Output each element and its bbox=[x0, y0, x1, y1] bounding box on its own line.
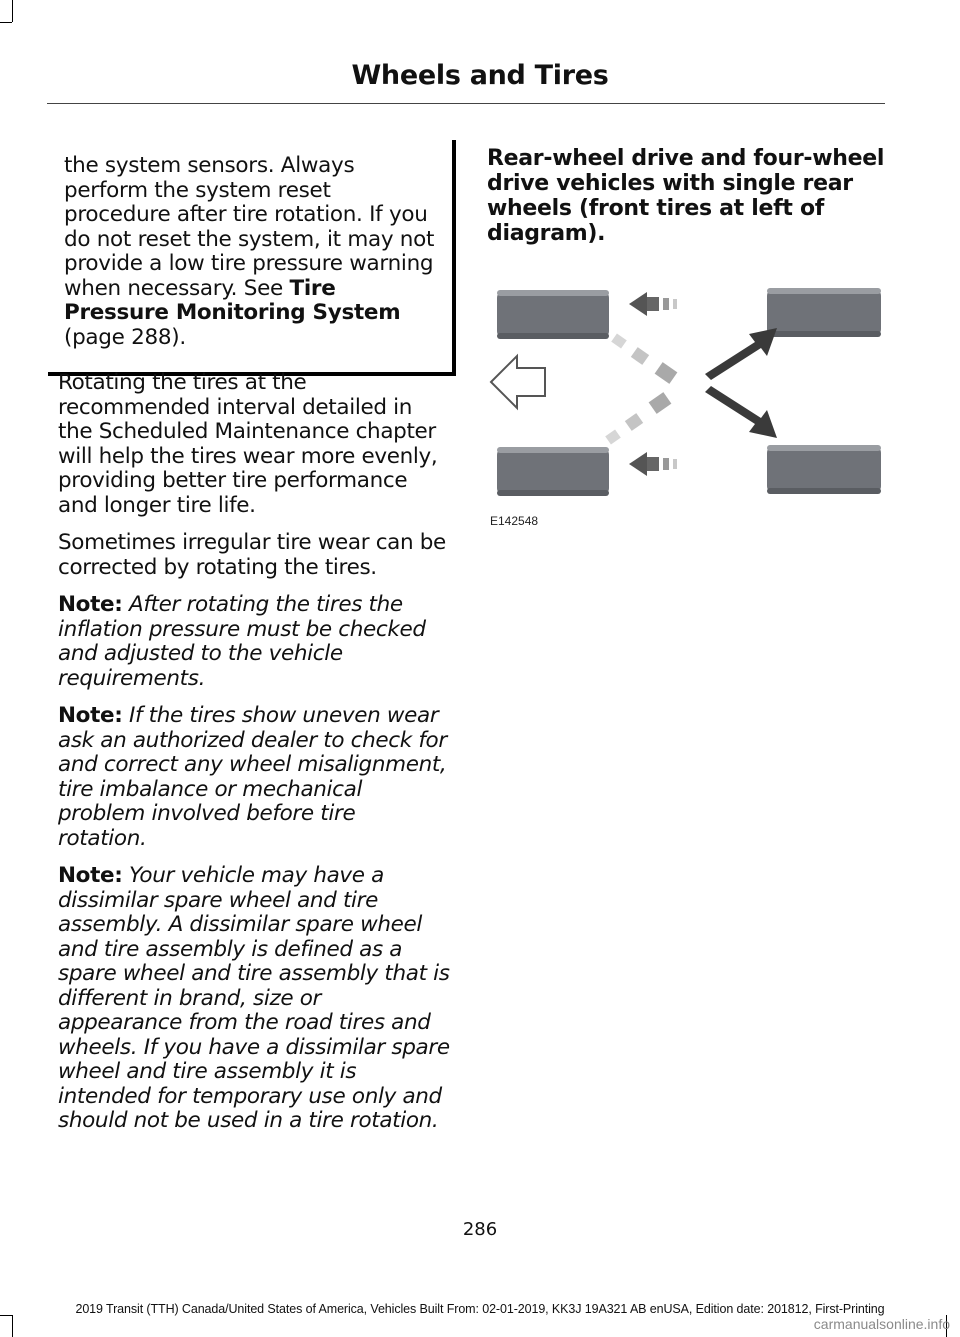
tire-rotation-diagram bbox=[487, 284, 887, 536]
paragraph-irregular-wear: Sometimes irregular tire wear can be corrected by rotating the tires. bbox=[58, 530, 446, 580]
page-number: 286 bbox=[462, 1219, 498, 1240]
diagram-heading: Rear-wheel drive and four-wheel drive vehicles with single rear wheels (front tires at left of diagram). bbox=[487, 146, 885, 246]
note-text: Your vehicle may have a dissimilar spare wheel and tire assembly. A dissimilar spare wheel and tire assembly is defined as a spare wheel and tire assembly that is different in brand, size or appearance from the road tires and wheels. If you have a dissimilar spare wheel and tire assembly it is intended for temporary use only and should not be used in a tire rotation. bbox=[58, 863, 450, 1133]
warning-body: the system sensors. Always perform the system reset procedure after tire rotation. If you do not reset the system, it may not provide a low tire pressure warning when necessary. See bbox=[64, 153, 435, 301]
tire-front-left bbox=[497, 290, 609, 339]
note-label: Note: bbox=[58, 703, 123, 728]
tire-rear-left bbox=[767, 288, 881, 337]
warning-text bbox=[64, 154, 442, 350]
note-text: If the tires show uneven wear ask an authorized dealer to check for and correct any wheel misalignment, tire imbalance or mechanical problem involved before tire rotation. bbox=[58, 703, 447, 851]
note-spare-wheel bbox=[58, 864, 450, 1134]
crop-mark bbox=[0, 22, 12, 23]
tire-rear-right bbox=[767, 445, 881, 494]
tire-front-right bbox=[497, 447, 609, 496]
diagram-code: E142548 bbox=[490, 514, 539, 528]
page-title: Wheels and Tires bbox=[351, 60, 609, 91]
note-uneven-wear bbox=[58, 704, 450, 851]
header-divider bbox=[47, 103, 885, 104]
paragraph-rotation: Rotating the tires at the recommended interval detailed in the Scheduled Maintenance chapter will help the tires wear more evenly, providing better tire performance and longer tire life. bbox=[58, 370, 438, 518]
warning-box bbox=[48, 140, 456, 376]
crop-mark bbox=[12, 0, 13, 22]
note-inflation bbox=[58, 593, 450, 691]
note-text: After rotating the tires the inflation pressure must be checked and adjusted to the vehicle requirements. bbox=[58, 592, 426, 691]
watermark: carmanualsonline.info bbox=[813, 1316, 950, 1332]
page-reference: (page 288). bbox=[64, 324, 186, 350]
note-label: Note: bbox=[58, 863, 123, 888]
footer-edition-info: 2019 Transit (TTH) Canada/United States of America, Vehicles Built From: 02-01-2019, KK3J 19A321 AB enUSA, Edition date: 201812, First-Printing bbox=[75, 1302, 885, 1316]
note-label: Note: bbox=[58, 592, 123, 617]
crop-mark bbox=[12, 1315, 13, 1337]
tpms-link[interactable]: Tire Pressure Monitoring System bbox=[64, 275, 401, 325]
left-column bbox=[58, 371, 450, 1147]
